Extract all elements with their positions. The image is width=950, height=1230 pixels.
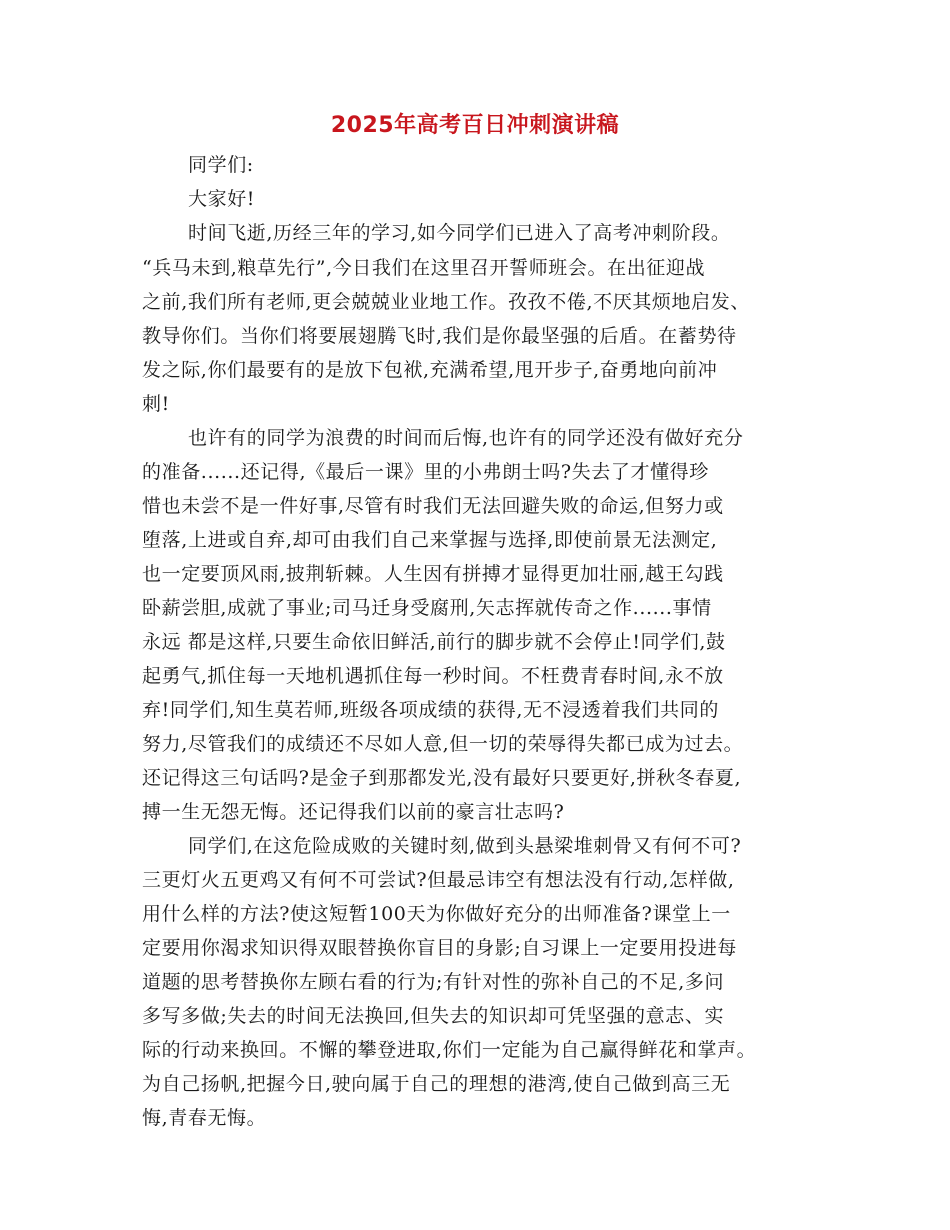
- paragraph-line: 刺!: [142, 393, 170, 415]
- paragraph-line: 道题的思考替换你左顾右看的行为;有针对性的弥补自己的不足,多问: [142, 971, 725, 993]
- paragraph-line: 努力,尽管我们的成绩还不尽如人意,但一切的荣辱得失都已成为过去。: [142, 733, 744, 755]
- paragraph-line: 多写多做;失去的时间无法换回,但失去的知识却可凭坚强的意志、实: [142, 1005, 725, 1027]
- paragraph-line: 用什么样的方法?使这短暂100天为你做好充分的出师准备?课堂上一: [142, 903, 731, 925]
- paragraph-line: 教导你们。当你们将要展翅腾飞时,我们是你最坚强的后盾。在蓄势待: [142, 325, 737, 347]
- paragraph-line: 时间飞逝,历经三年的学习,如今同学们已进入了高考冲刺阶段。: [188, 222, 731, 244]
- paragraph-line: “兵马未到,粮草先行”,今日我们在这里召开誓师班会。在出征迎战: [142, 257, 706, 279]
- paragraph-line: 卧薪尝胆,成就了事业;司马迁身受腐刑,矢志挥就传奇之作......事情: [142, 597, 712, 619]
- paragraph-line: 悔,青春无悔。: [142, 1107, 267, 1129]
- paragraph-line: 还记得这三句话吗?是金子到那都发光,没有最好只要更好,拼秋冬春夏,: [142, 767, 742, 789]
- paragraph-line: 为自己扬帆,把握今日,驶向属于自己的理想的港湾,使自己做到高三无: [142, 1073, 731, 1095]
- paragraph-line: 也一定要顶风雨,披荆斩棘。人生因有拼搏才显得更加壮丽,越王勾践: [142, 563, 724, 585]
- paragraph-line: 之前,我们所有老师,更会兢兢业业地工作。孜孜不倦,不厌其烦地启发、: [142, 291, 750, 313]
- paragraph-line: 的准备......还记得,《最后一课》里的小弗朗士吗?失去了才懂得珍: [142, 461, 709, 483]
- paragraph-line: 起勇气,抓住每一天地机遇抓住每一秒时间。不枉费青春时间,永不放: [142, 665, 724, 687]
- paragraph-line: 惜也未尝不是一件好事,尽管有时我们无法回避失败的命运,但努力或: [142, 495, 724, 517]
- paragraph-line: 永远 都是这样,只要生命依旧鲜活,前行的脚步就不会停止!同学们,鼓: [142, 631, 726, 653]
- paragraph-line: 搏一生无怨无悔。还记得我们以前的豪言壮志吗?: [142, 801, 565, 823]
- paragraph-line: 也许有的同学为浪费的时间而后悔,也许有的同学还没有做好充分: [188, 427, 744, 449]
- document-title: 2025年高考百日冲刺演讲稿: [330, 113, 620, 138]
- greeting: 大家好!: [188, 188, 256, 210]
- salutation: 同学们:: [188, 154, 254, 176]
- paragraph-line: 发之际,你们最要有的是放下包袱,充满希望,甩开步子,奋勇地向前冲: [142, 359, 718, 381]
- paragraph-line: 三更灯火五更鸡又有何不可尝试?但最忌讳空有想法没有行动,怎样做,: [142, 869, 735, 891]
- paragraph-line: 同学们,在这危险成败的关键时刻,做到头悬梁堆刺骨又有何不可?: [188, 835, 742, 857]
- paragraph-line: 际的行动来换回。不懈的攀登进取,你们一定能为自己赢得鲜花和掌声。: [142, 1039, 757, 1061]
- paragraph-line: 堕落,上进或自弃,却可由我们自己来掌握与选择,即使前景无法测定,: [142, 529, 718, 551]
- paragraph-line: 弃!同学们,知生莫若师,班级各项成绩的获得,无不浸透着我们共同的: [142, 699, 719, 721]
- paragraph-line: 定要用你渴求知识得双眼替换你盲目的身影;自习课上一定要用投进每: [142, 937, 738, 959]
